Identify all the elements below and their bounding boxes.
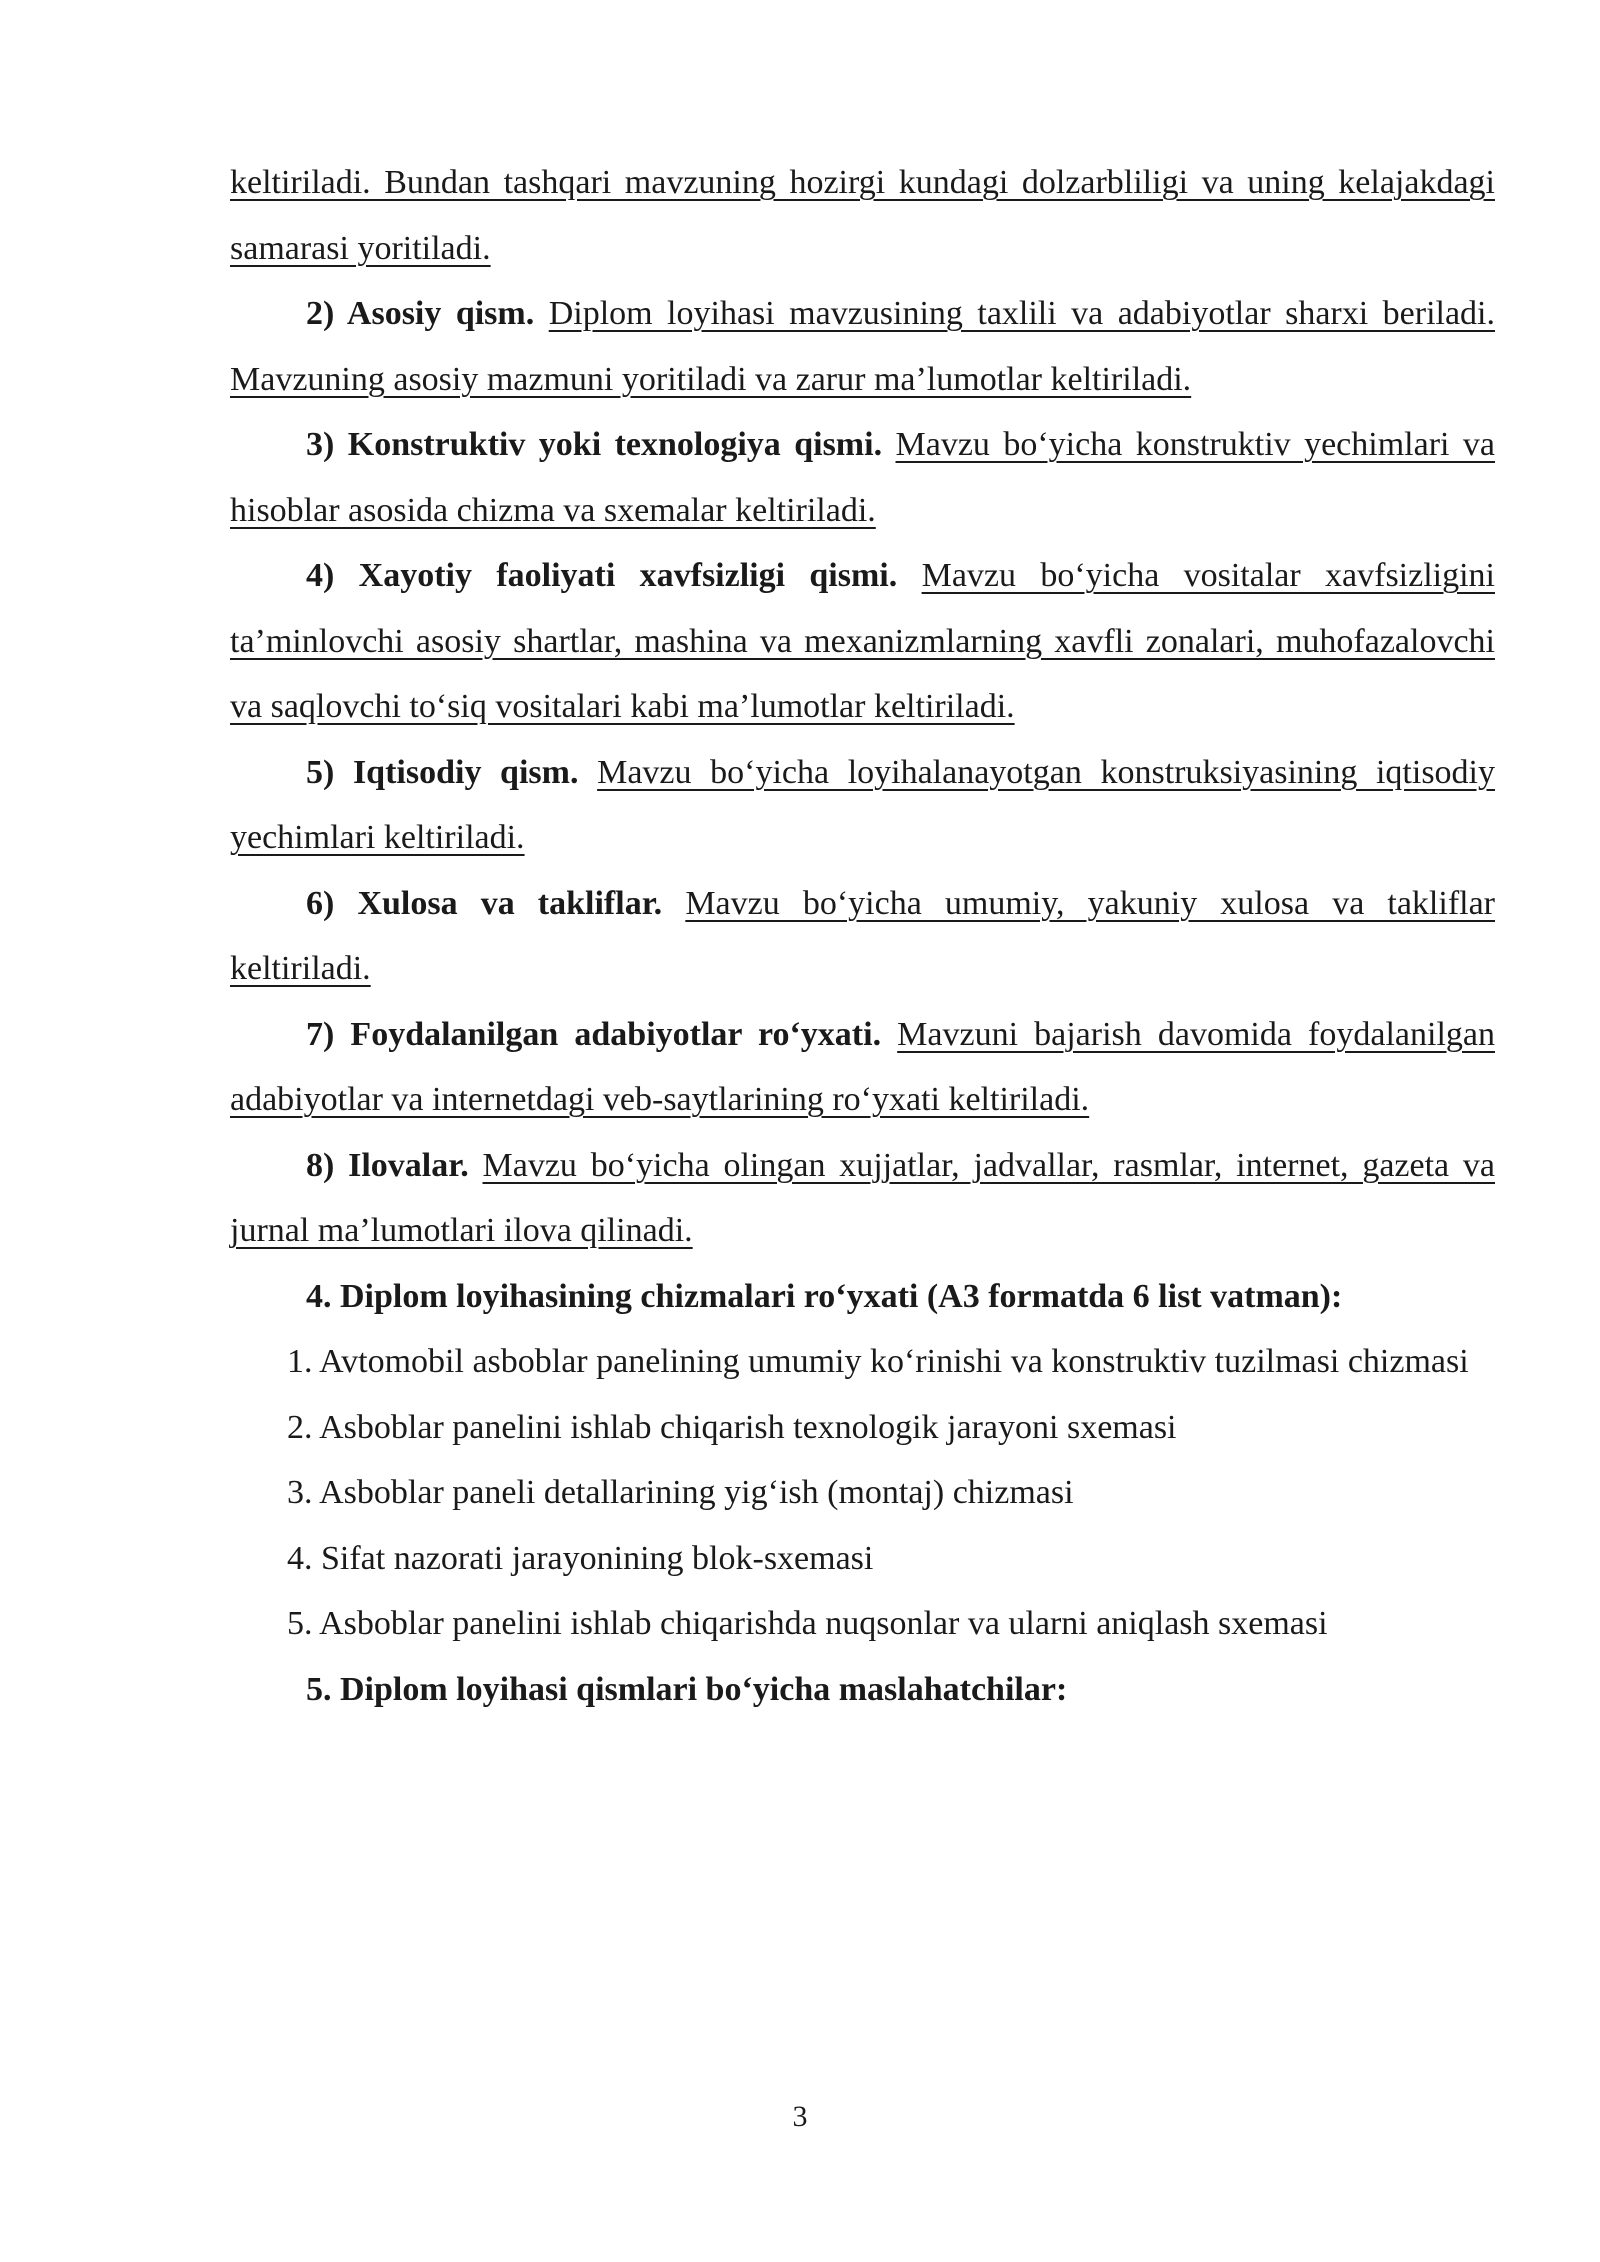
list-item: 1. Avtomobil asboblar panelining umumiy ko‘rinishi va konstruktiv tuzilmasi chizmasi	[287, 1343, 1469, 1380]
section-text: Mavzu bo‘yicha vositalar xavfsizligini ta’minlovchi asosiy shartlar, mashina va mexanizmlarning xavfli zonalari, muhofazalovchi va saqlovchi to‘siq vositalari kabi ma’lumotlar keltiriladi.	[230, 557, 1495, 725]
section-title: 4) Xayotiy faoliyati xavfsizligi qismi.	[306, 557, 898, 594]
section-title: 3) Konstruktiv yoki texnologiya qismi.	[306, 426, 883, 463]
advisors-heading: 5. Diplom loyihasi qismlari bo‘yicha maslahatchilar:	[306, 1670, 1068, 1708]
section-title: 8) Ilovalar.	[306, 1146, 469, 1184]
section-text: Mavzu bo‘yicha olingan xujjatlar, jadvallar, rasmlar, internet, gazeta va jurnal ma’lumotlari ilova qilinadi.	[230, 1146, 1496, 1249]
section-title: 6) Xulosa va takliflar.	[306, 884, 663, 922]
section-title: 5) Iqtisodiy qism.	[306, 753, 579, 791]
section-xavfsizlik	[230, 543, 1495, 740]
section-asosiy	[230, 281, 1495, 412]
section-iqtisodiy	[230, 740, 1495, 871]
page-number: 3	[792, 2100, 808, 2133]
section-konstruktiv	[230, 412, 1495, 543]
list-item: 2. Asboblar panelini ishlab chiqarish texnologik jarayoni sxemasi	[287, 1408, 1177, 1446]
intro-paragraph	[230, 150, 1495, 281]
page-content	[230, 150, 1495, 1722]
drawings-heading: 4. Diplom loyihasining chizmalari ro‘yxati (A3 formatda 6 list vatman):	[306, 1277, 1343, 1315]
section-title: 7) Foydalanilgan adabiyotlar ro‘yxati.	[306, 1015, 882, 1053]
section-title: 2) Asosiy qism.	[306, 295, 535, 332]
list-item: 3. Asboblar paneli detallarining yig‘ish (montaj) chizmasi	[287, 1474, 1074, 1511]
section-ilovalar	[230, 1133, 1495, 1264]
section-text: Mavzu bo‘yicha loyihalanayotgan konstruksiyasining iqtisodiy yechimlari keltiriladi.	[230, 753, 1495, 856]
section-xulosa	[230, 871, 1495, 1002]
section-text: Diplom loyihasi mavzusining taxlili va adabiyotlar sharxi beriladi. Mavzuning asosiy mazmuni yoritiladi va zarur ma’lumotlar keltiriladi.	[230, 295, 1495, 398]
section-adabiyotlar	[230, 1002, 1495, 1133]
drawings-list	[230, 1329, 1495, 1657]
section-text: Mavzu bo‘yicha umumiy, yakuniy xulosa va takliflar keltiriladi.	[230, 884, 1496, 987]
list-item: 4. Sifat nazorati jarayonining blok-sxemasi	[287, 1539, 874, 1577]
section-text: Mavzu bo‘yicha konstruktiv yechimlari va hisoblar asosida chizma va sxemalar keltiriladi.	[230, 426, 1495, 529]
section-text: Mavzuni bajarish davomida foydalanilgan adabiyotlar va internetdagi veb-saytlarining ro‘yxati keltiriladi.	[230, 1015, 1495, 1118]
list-item: 5. Asboblar panelini ishlab chiqarishda nuqsonlar va ularni aniqlash sxemasi	[287, 1605, 1328, 1642]
intro-text: keltiriladi. Bundan tashqari mavzuning hozirgi kundagi dolzarbliligi va uning kelajakdagi samarasi yoritiladi.	[230, 164, 1495, 267]
